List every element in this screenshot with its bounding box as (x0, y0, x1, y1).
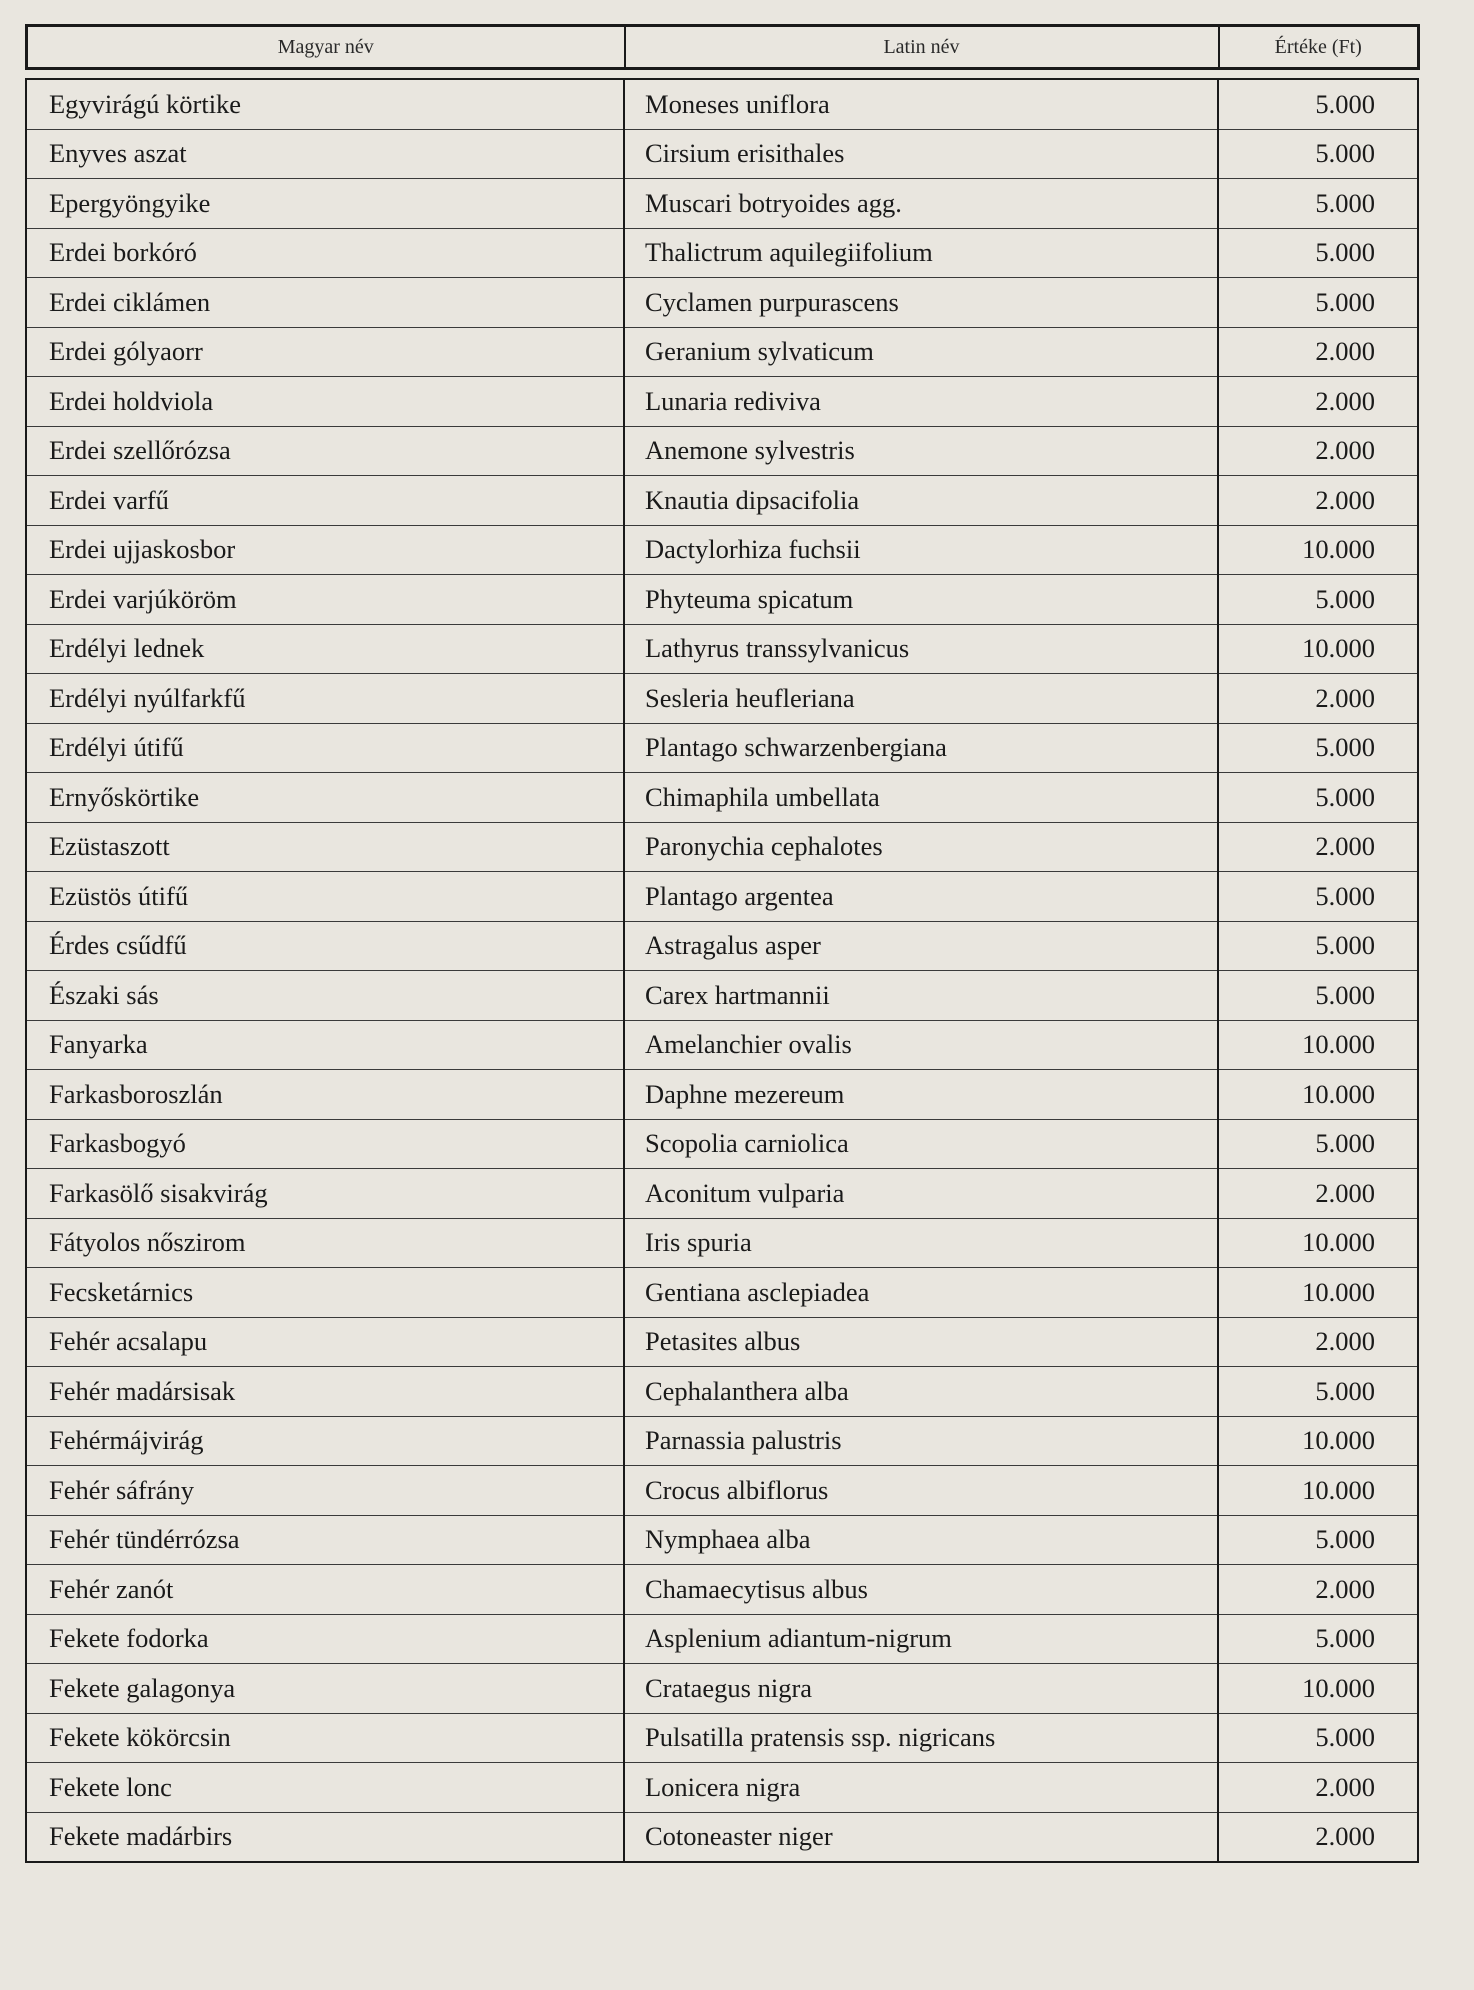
value-cell: 5.000 (1218, 872, 1418, 922)
latin-name-cell: Chimaphila umbellata (624, 773, 1218, 823)
table-row (26, 1268, 1418, 1318)
value-cell: 5.000 (1218, 79, 1418, 129)
hungarian-name-cell: Farkasbogyó (26, 1119, 624, 1169)
hungarian-name-cell: Érdes csűdfű (26, 921, 624, 971)
table-row (26, 1169, 1418, 1219)
latin-name-cell: Scopolia carniolica (624, 1119, 1218, 1169)
latin-name-cell: Muscari botryoides agg. (624, 179, 1218, 229)
value-cell: 2.000 (1218, 1317, 1418, 1367)
value-cell: 2.000 (1218, 377, 1418, 427)
latin-name-cell: Aconitum vulparia (624, 1169, 1218, 1219)
value-cell: 2.000 (1315, 1821, 1375, 1852)
latin-name-cell: Cephalanthera alba (624, 1367, 1218, 1417)
latin-name-cell: Nymphaea alba (624, 1515, 1218, 1565)
value-cell: 5.000 (1218, 129, 1418, 179)
latin-name-cell: Asplenium adiantum-nigrum (624, 1614, 1218, 1664)
header-value: Értéke (Ft) (1274, 35, 1362, 58)
table-row (26, 1515, 1418, 1565)
table-row (26, 1416, 1418, 1466)
table-row (26, 327, 1418, 377)
hungarian-name-cell: Epergyöngyike (26, 179, 624, 229)
hungarian-name-cell: Fekete kökörcsin (26, 1713, 624, 1763)
hungarian-name-cell: Erdei holdviola (26, 377, 624, 427)
latin-name-cell: Plantago schwarzenbergiana (624, 723, 1218, 773)
value-cell: 5.000 (1218, 179, 1418, 229)
value-cell: 10.000 (1218, 1070, 1418, 1120)
table-row (26, 79, 1418, 129)
latin-name-cell: Moneses uniflora (624, 79, 1218, 129)
value-cell: 10.000 (1218, 1466, 1418, 1516)
value-cell: 10.000 (1218, 1664, 1418, 1714)
value-cell: 5.000 (1218, 723, 1418, 773)
table-row (26, 179, 1418, 229)
latin-name-cell: Anemone sylvestris (624, 426, 1218, 476)
value-cell: 2.000 (1218, 476, 1418, 526)
value-cell: 2.000 (1218, 822, 1418, 872)
table-row (26, 1020, 1418, 1070)
table-row (26, 525, 1418, 575)
table-row (26, 1812, 1418, 1862)
table-row (26, 674, 1418, 724)
hungarian-name-cell: Erdei gólyaorr (26, 327, 624, 377)
hungarian-name-cell: Fehér zanót (26, 1565, 624, 1615)
value-cell: 5.000 (1218, 1367, 1418, 1417)
hungarian-name-cell: Északi sás (26, 971, 624, 1021)
latin-name-cell: Geranium sylvaticum (624, 327, 1218, 377)
table-row (26, 1317, 1418, 1367)
table-row (26, 228, 1418, 278)
value-cell: 5.000 (1218, 1119, 1418, 1169)
hungarian-name-cell: Erdei ujjaskosbor (26, 525, 624, 575)
value-cell: 10.000 (1218, 624, 1418, 674)
table-row (26, 1763, 1418, 1813)
latin-name-cell: Paronychia cephalotes (624, 822, 1218, 872)
hungarian-name-cell: Erdei ciklámen (26, 278, 624, 328)
latin-name-cell: Cotoneaster niger (624, 1812, 1218, 1862)
hungarian-name-cell: Fekete fodorka (26, 1614, 624, 1664)
latin-name-cell: Astragalus asper (624, 921, 1218, 971)
latin-name-cell: Crocus albiflorus (624, 1466, 1218, 1516)
latin-name-cell: Pulsatilla pratensis ssp. nigricans (624, 1713, 1218, 1763)
latin-name-cell: Petasites albus (624, 1317, 1218, 1367)
table-row (26, 872, 1418, 922)
value-cell: 10.000 (1218, 525, 1418, 575)
latin-name-cell: Chamaecytisus albus (624, 1565, 1218, 1615)
value-cell: 5.000 (1218, 773, 1418, 823)
latin-name-cell: Phyteuma spicatum (624, 575, 1218, 625)
latin-name-cell: Sesleria heufleriana (624, 674, 1218, 724)
latin-name-cell: Knautia dipsacifolia (624, 476, 1218, 526)
latin-name-cell: Parnassia palustris (624, 1416, 1218, 1466)
table-row (26, 624, 1418, 674)
hungarian-name-cell: Fekete madárbirs (26, 1812, 624, 1862)
header-hungarian-name: Magyar név (27, 26, 625, 69)
table-row (26, 1218, 1418, 1268)
table-row (26, 1565, 1418, 1615)
value-cell: 5.000 (1218, 971, 1418, 1021)
value-cell: 2.000 (1218, 1565, 1418, 1615)
value-cell: 5.000 (1218, 228, 1418, 278)
table-row (26, 723, 1418, 773)
latin-name-cell: Lunaria rediviva (624, 377, 1218, 427)
hungarian-name-cell: Erdei borkóró (26, 228, 624, 278)
latin-name-cell: Daphne mezereum (624, 1070, 1218, 1120)
hungarian-name-cell: Fanyarka (26, 1020, 624, 1070)
hungarian-name-cell: Fehér madársisak (26, 1367, 624, 1417)
latin-name-cell: Iris spuria (624, 1218, 1218, 1268)
species-table (25, 78, 1419, 1863)
latin-name-cell: Amelanchier ovalis (624, 1020, 1218, 1070)
value-cell: 10.000 (1218, 1218, 1418, 1268)
table-row (26, 1119, 1418, 1169)
species-table-body (26, 79, 1418, 1862)
table-row (26, 476, 1418, 526)
table-row (26, 129, 1418, 179)
table-row (26, 1713, 1418, 1763)
hungarian-name-cell: Egyvirágú körtike (26, 79, 624, 129)
table-row (26, 575, 1418, 625)
hungarian-name-cell: Erdélyi útifű (26, 723, 624, 773)
value-cell: 2.000 (1218, 1169, 1418, 1219)
hungarian-name-cell: Ezüstaszott (26, 822, 624, 872)
latin-name-cell: Gentiana asclepiadea (624, 1268, 1218, 1318)
hungarian-name-cell: Fehér tündérrózsa (26, 1515, 624, 1565)
hungarian-name-cell: Fátyolos nőszirom (26, 1218, 624, 1268)
table-row (26, 921, 1418, 971)
hungarian-name-cell: Erdei szellőrózsa (26, 426, 624, 476)
hungarian-name-cell: Enyves aszat (26, 129, 624, 179)
table-row (26, 278, 1418, 328)
hungarian-name-cell: Ernyőskörtike (26, 773, 624, 823)
value-cell: 2.000 (1218, 674, 1418, 724)
table-row (26, 971, 1418, 1021)
hungarian-name-cell: Fecsketárnics (26, 1268, 624, 1318)
value-cell: 10.000 (1218, 1268, 1418, 1318)
hungarian-name-cell: Erdélyi nyúlfarkfű (26, 674, 624, 724)
value-cell: 5.000 (1218, 1614, 1418, 1664)
table-row (26, 1664, 1418, 1714)
hungarian-name-cell: Farkasölő sisakvirág (26, 1169, 624, 1219)
value-cell: 5.000 (1218, 1713, 1418, 1763)
table-row (26, 822, 1418, 872)
latin-name-cell: Dactylorhiza fuchsii (624, 525, 1218, 575)
latin-name-cell: Carex hartmannii (624, 971, 1218, 1021)
value-cell: 5.000 (1218, 1515, 1418, 1565)
hungarian-name-cell: Farkasboroszlán (26, 1070, 624, 1120)
hungarian-name-cell: Ezüstös útifű (26, 872, 624, 922)
value-cell: 2.000 (1218, 1763, 1418, 1813)
latin-name-cell: Cyclamen purpurascens (624, 278, 1218, 328)
hungarian-name-cell: Erdélyi lednek (26, 624, 624, 674)
table-row (26, 1070, 1418, 1120)
hungarian-name-cell: Fehér sáfrány (26, 1466, 624, 1516)
hungarian-name-cell: Fekete lonc (26, 1763, 624, 1813)
table-row (26, 1367, 1418, 1417)
latin-name-cell: Plantago argentea (624, 872, 1218, 922)
value-cell: 2.000 (1218, 327, 1418, 377)
hungarian-name-cell: Erdei varfű (26, 476, 624, 526)
latin-name-cell: Crataegus nigra (624, 1664, 1218, 1714)
table-row (26, 426, 1418, 476)
table-row (26, 1466, 1418, 1516)
header-latin-name: Latin név (625, 26, 1219, 69)
value-cell: 5.000 (1218, 575, 1418, 625)
table-row (26, 773, 1418, 823)
value-cell: 10.000 (1218, 1416, 1418, 1466)
value-cell: 5.000 (1218, 278, 1418, 328)
latin-name-cell: Lonicera nigra (624, 1763, 1218, 1813)
value-cell: 5.000 (1218, 921, 1418, 971)
value-cell: 2.000 (1218, 426, 1418, 476)
value-cell: 10.000 (1218, 1020, 1418, 1070)
hungarian-name-cell: Fehér acsalapu (26, 1317, 624, 1367)
latin-name-cell: Cirsium erisithales (624, 129, 1218, 179)
hungarian-name-cell: Erdei varjúköröm (26, 575, 624, 625)
latin-name-cell: Thalictrum aquilegiifolium (624, 228, 1218, 278)
hungarian-name-cell: Fekete galagonya (26, 1664, 624, 1714)
latin-name-cell: Lathyrus transsylvanicus (624, 624, 1218, 674)
hungarian-name-cell: Fehérmájvirág (26, 1416, 624, 1466)
table-row (26, 1614, 1418, 1664)
table-row (26, 377, 1418, 427)
table-header (25, 24, 1420, 70)
